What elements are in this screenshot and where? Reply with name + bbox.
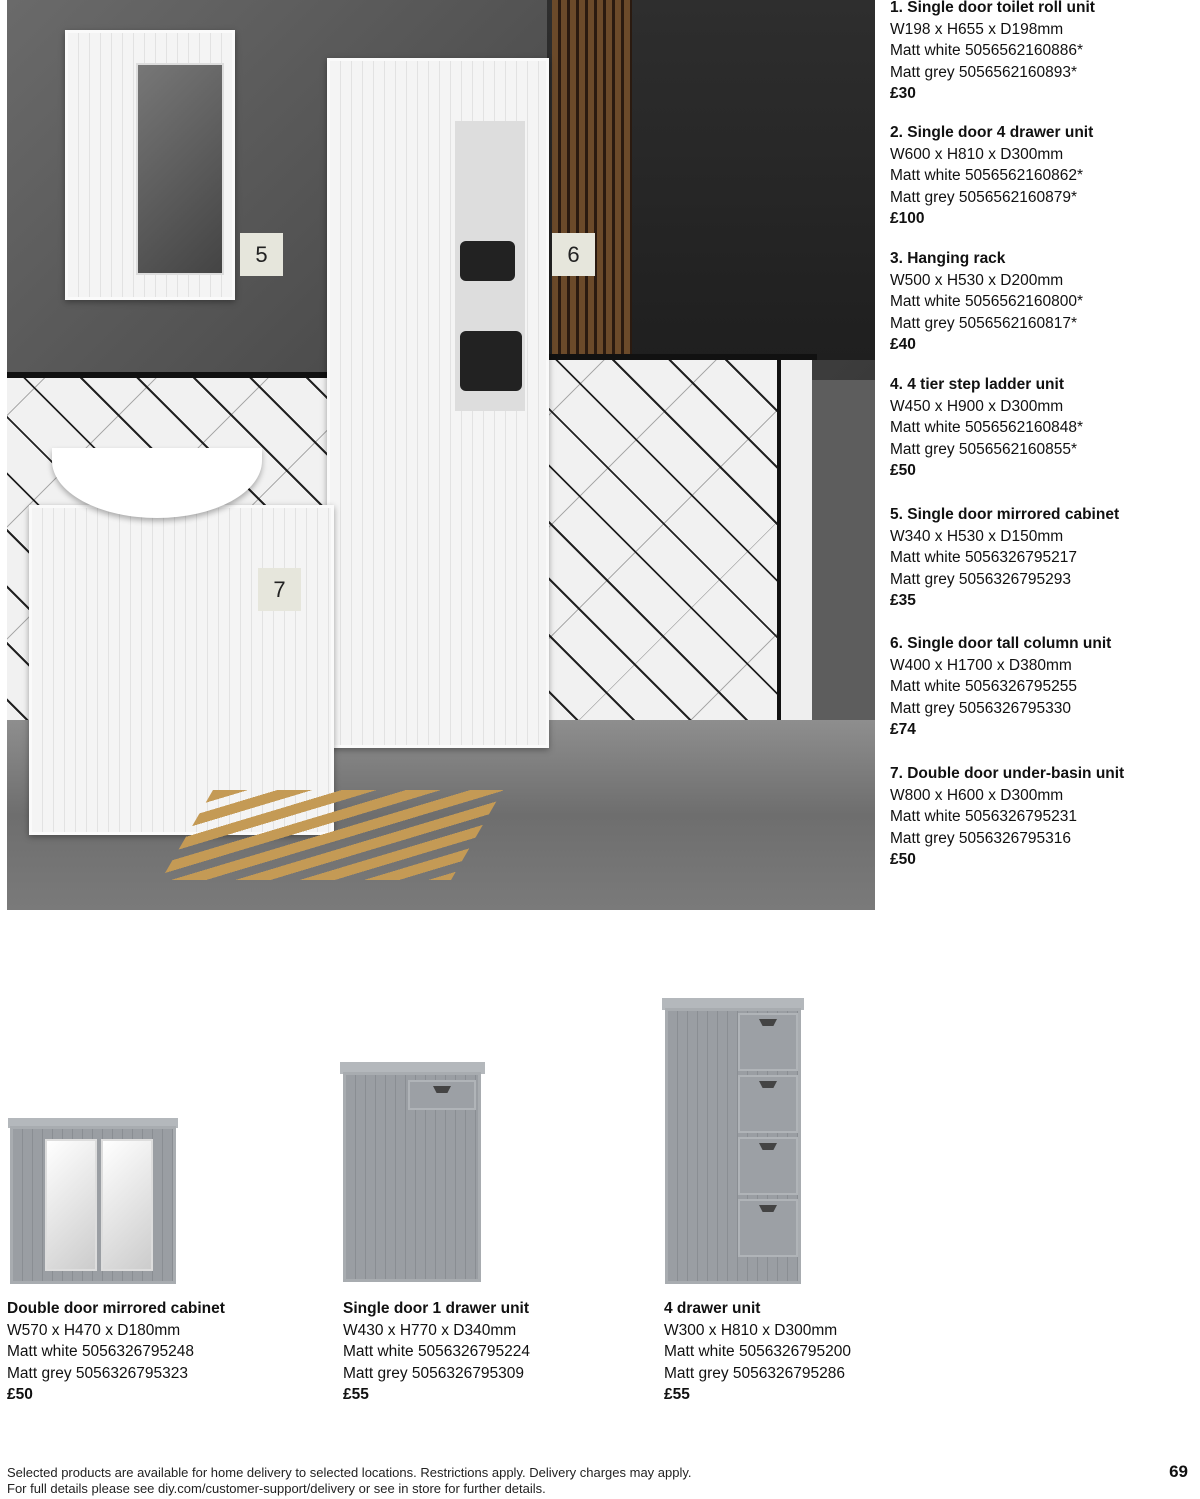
product-title: 4 drawer unit xyxy=(664,1300,761,1317)
product-price: £55 xyxy=(664,1386,690,1404)
item-7 xyxy=(890,763,1190,871)
item-price: £40 xyxy=(890,336,916,354)
item-title: 1. Single door toilet roll unit xyxy=(890,0,1095,16)
footer-line-1: Selected products are available for home delivery to selected locations. Restrictions apply. Delivery charges may apply. xyxy=(7,1465,692,1480)
item-price: £50 xyxy=(890,851,916,869)
product-single-door-1-drawer-unit xyxy=(343,1298,530,1406)
item-dims: W600 x H810 x D300mm xyxy=(890,145,1064,163)
mirrored-cabinet xyxy=(65,30,235,300)
photo-label-7: 7 xyxy=(258,568,301,611)
item-grey-code: Matt grey 5056562160817* xyxy=(890,314,1078,332)
item-price: £50 xyxy=(890,462,916,480)
bathroom-photo xyxy=(7,0,875,910)
photo-label-6: 6 xyxy=(552,233,595,276)
item-white-code: Matt white 5056326795255 xyxy=(890,678,1078,696)
tiled-wall-right xyxy=(542,360,782,740)
item-title: 7. Double door under-basin unit xyxy=(890,765,1125,782)
product-price: £50 xyxy=(7,1386,33,1404)
item-grey-code: Matt grey 5056326795293 xyxy=(890,570,1071,588)
item-price: £100 xyxy=(890,210,925,228)
item-dims: W500 x H530 x D200mm xyxy=(890,271,1064,289)
item-price: £30 xyxy=(890,85,916,103)
product-white-code: Matt white 5056326795200 xyxy=(664,1343,852,1361)
tall-column-unit xyxy=(327,58,549,748)
item-dims: W198 x H655 x D198mm xyxy=(890,20,1064,38)
tile-trim xyxy=(542,354,817,360)
item-grey-code: Matt grey 5056326795316 xyxy=(890,829,1071,847)
item-grey-code: Matt grey 5056562160855* xyxy=(890,440,1078,458)
footer-line-2: For full details please see diy.com/customer-support/delivery or see in store for further details. xyxy=(7,1481,546,1496)
item-title: 3. Hanging rack xyxy=(890,250,1006,267)
under-basin-unit xyxy=(29,505,334,835)
product-dims: W570 x H470 x D180mm xyxy=(7,1321,181,1339)
item-white-code: Matt white 5056562160848* xyxy=(890,419,1084,437)
item-dims: W800 x H600 x D300mm xyxy=(890,786,1064,804)
product-grey-code: Matt grey 5056326795309 xyxy=(343,1364,524,1382)
photo-label-5: 5 xyxy=(240,233,283,276)
product-price: £55 xyxy=(343,1386,369,1404)
item-title: 2. Single door 4 drawer unit xyxy=(890,124,1094,141)
item-grey-code: Matt grey 5056562160879* xyxy=(890,188,1078,206)
product-title: Single door 1 drawer unit xyxy=(343,1300,530,1317)
product-title: Double door mirrored cabinet xyxy=(7,1300,225,1317)
product-dims: W300 x H810 x D300mm xyxy=(664,1321,838,1339)
wood-slats xyxy=(552,0,632,360)
product-grey-code: Matt grey 5056326795286 xyxy=(664,1364,845,1382)
item-6 xyxy=(890,633,1190,741)
item-dims: W450 x H900 x D300mm xyxy=(890,397,1064,415)
footer-note xyxy=(7,1465,692,1497)
item-title: 6. Single door tall column unit xyxy=(890,635,1112,652)
item-4 xyxy=(890,374,1190,482)
product-white-code: Matt white 5056326795248 xyxy=(7,1343,195,1361)
item-title: 5. Single door mirrored cabinet xyxy=(890,506,1120,523)
half-wall-end xyxy=(777,360,812,755)
item-dims: W340 x H530 x D150mm xyxy=(890,527,1064,545)
item-3 xyxy=(890,248,1190,356)
item-5 xyxy=(890,504,1190,612)
item-grey-code: Matt grey 5056562160893* xyxy=(890,63,1078,81)
item-white-code: Matt white 5056562160862* xyxy=(890,167,1084,185)
item-white-code: Matt white 5056562160800* xyxy=(890,293,1084,311)
item-white-code: Matt white 5056326795231 xyxy=(890,808,1078,826)
item-grey-code: Matt grey 5056326795330 xyxy=(890,699,1071,717)
page-number: 69 xyxy=(1169,1462,1188,1481)
item-1 xyxy=(890,0,1190,105)
item-price: £74 xyxy=(890,721,916,739)
tile-trim xyxy=(7,372,337,378)
product-dims: W430 x H770 x D340mm xyxy=(343,1321,517,1339)
product-4-drawer-unit xyxy=(664,1298,851,1406)
item-white-code: Matt white 5056562160886* xyxy=(890,42,1084,60)
item-dims: W400 x H1700 x D380mm xyxy=(890,656,1072,674)
product-grey-code: Matt grey 5056326795323 xyxy=(7,1364,188,1382)
item-2 xyxy=(890,122,1190,230)
item-price: £35 xyxy=(890,592,916,610)
bath-mat xyxy=(161,790,503,880)
item-title: 4. 4 tier step ladder unit xyxy=(890,376,1064,393)
item-white-code: Matt white 5056326795217 xyxy=(890,549,1078,567)
product-double-door-mirrored-cabinet xyxy=(7,1298,225,1406)
product-white-code: Matt white 5056326795224 xyxy=(343,1343,531,1361)
